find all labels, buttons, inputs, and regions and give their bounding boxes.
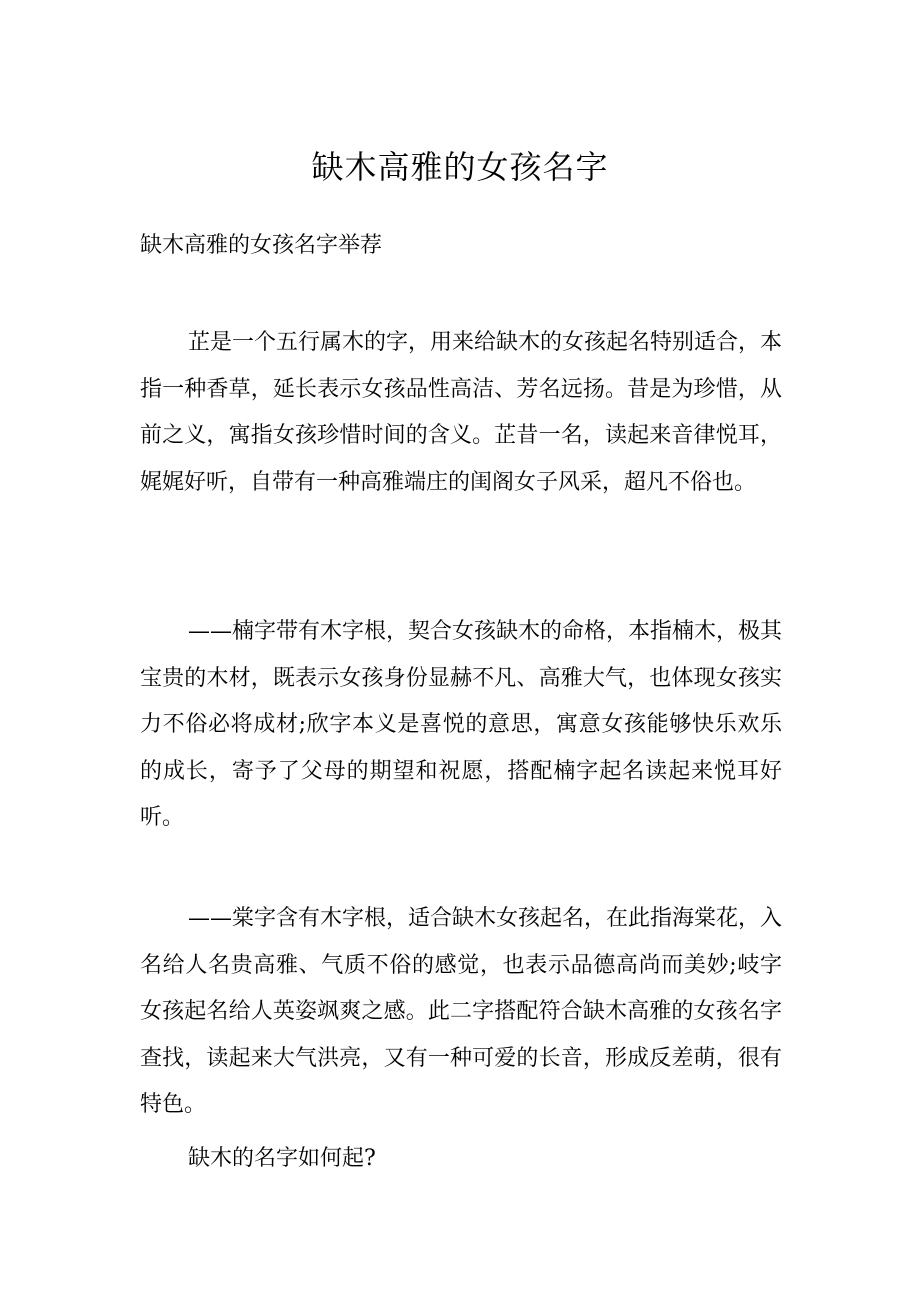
paragraph-4: 缺木的名字如何起?	[188, 1146, 376, 1171]
subtitle: 缺木高雅的女孩名字举荐	[140, 233, 383, 258]
paragraph-1: 芷是一个五行属木的字，用来给缺木的女孩起名特别适合，本指一种香草，延长表示女孩品性高洁、芳名远扬。昔是为珍惜，从前之义，寓指女孩珍惜时间的含义。芷昔一名，读起来音律悦耳，娓娓好听，自带有一种高雅端庄的闺阁女子风采，超凡不俗也。	[140, 330, 783, 495]
paragraph-2: ——楠字带有木字根，契合女孩缺木的命格，本指楠木，极其宝贵的木材，既表示女孩身份显赫不凡、高雅大气，也体现女孩实力不俗必将成材;欣字本义是喜悦的意思，寓意女孩能够快乐欢乐的成长，寄予了父母的期望和祝愿，搭配楠字起名读起来悦耳好听。	[140, 619, 783, 831]
page-title: 缺木高雅的女孩名字	[311, 148, 609, 186]
paragraph-3: ——棠字含有木字根，适合缺木女孩起名，在此指海棠花，入名给人名贵高雅、气质不俗的感觉，也表示品德高尚而美妙;岐字女孩起名给人英姿飒爽之感。此二字搭配符合缺木高雅的女孩名字查找，读起来大气洪亮，又有一种可爱的长音，形成反差萌，很有特色。	[140, 906, 783, 1118]
